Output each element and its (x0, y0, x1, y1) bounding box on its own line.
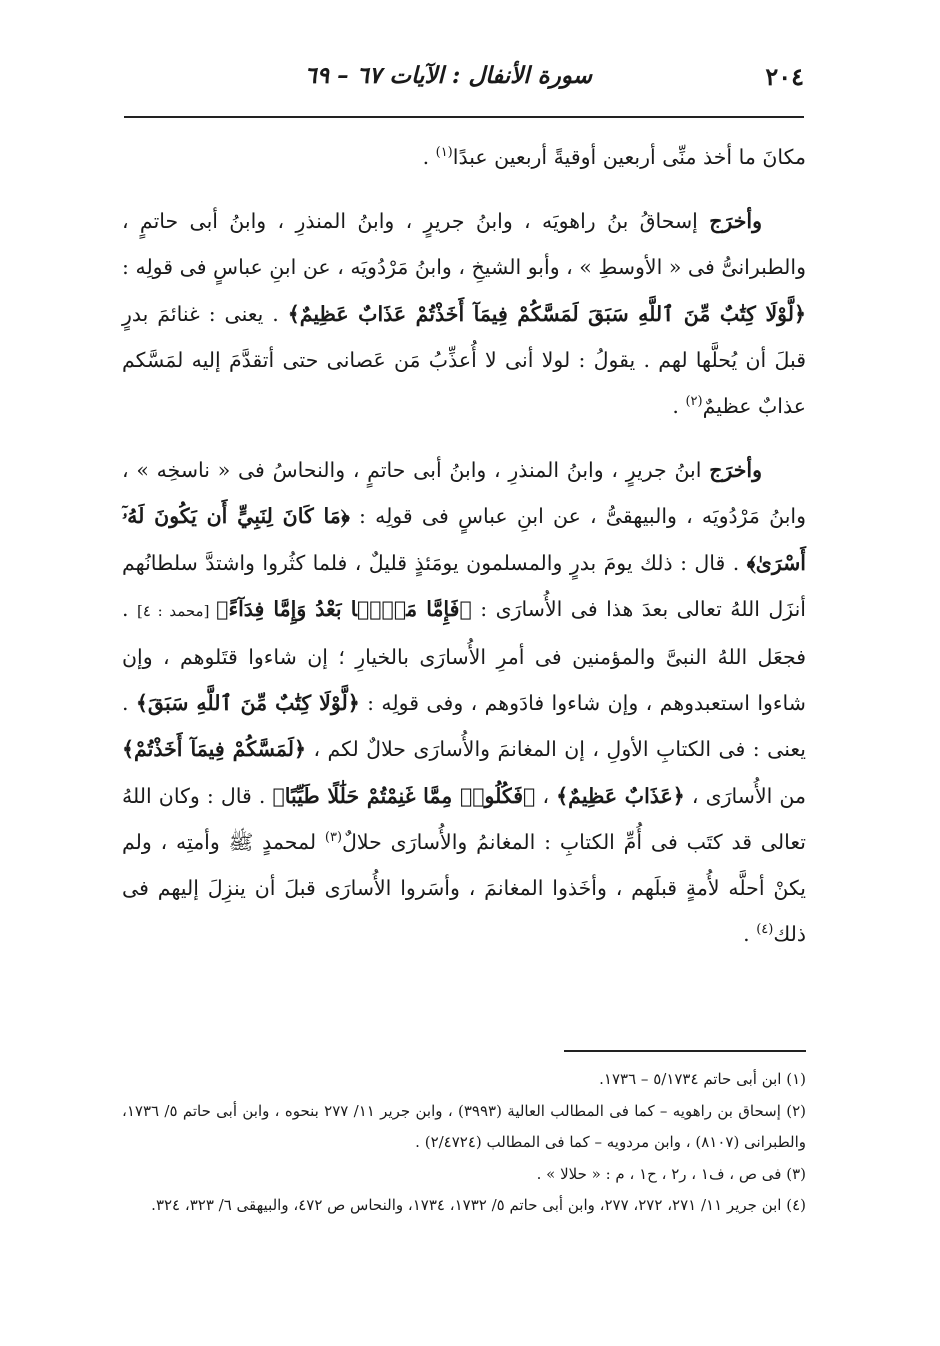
footnotes (122, 1064, 806, 1222)
paragraph-text: . يعنى : غنائمَ بدرٍ قبلَ أن يُحلَّها لهم . يقولُ : لولا أنى لا أُعذِّبُ مَن عَصانى حتى أتقدَّمَ إليه لمَسَّكم عذابٌ عظيمٌ (122, 301, 806, 419)
paragraph-text: ابنُ جريرٍ ، وابنُ المنذرِ ، وابنُ أبى حاتمٍ ، والنحاسُ فى « ناسخِه » ، وابنُ مَرْدُويَه ، والبيهقىُّ ، عن ابنِ عباسٍ فى قولِه : (122, 458, 806, 529)
paragraph-text: . يعنى : فى الكتابِ الأولِ ، إن المغانمَ والأُسارَى حلالٌ لكم ، (122, 691, 806, 762)
paragraph-3 (122, 447, 806, 957)
paragraph-end: . (743, 922, 757, 947)
running-title: سورة الأنفال : الآيات ٦٧ – ٦٩ (304, 62, 592, 89)
paragraph-text: مكانَ ما أخذ منِّى أربعين أوقيةً أربعين عبدًا (452, 145, 806, 169)
footnote-marker: (٤) (756, 922, 774, 938)
footnote-rule (564, 1050, 806, 1052)
header-rule (124, 116, 804, 118)
paragraph-end: . (672, 394, 686, 419)
page-header (124, 52, 804, 114)
paragraph-text: من الأُسارَى ، (684, 783, 807, 808)
quran-verse: ﴿مَا كَانَ لِنَبِيٍّ أَن يَكُونَ لَهُۥٓ أَسْرَىٰ﴾ (122, 504, 806, 575)
lead-word: وأخرَج (709, 458, 762, 483)
footnote-3: (٣) فى ص ، ف١ ، ر٢ ، ح١ ، م : « حلالا » . (536, 1164, 806, 1183)
quran-verse: ﴿لَمَسَّكُمْ فِيمَآ أَخَذْتُمْ﴾ (122, 737, 307, 762)
page-number: ٢٠٤ (765, 62, 804, 91)
lead-word: وأخرَج (709, 209, 762, 234)
quran-verse: ﴿عَذَابٌ عَظِيمٌ﴾ (556, 783, 685, 808)
paragraph-text: . قال : ذلك يومَ بدرٍ والمسلمون يومَئذٍ قليلٌ ، فلما كثُروا واشتدَّ سلطانُهم أنزَل اللهُ تعالى بعدَ هذا فى الأُسارَى : (122, 550, 806, 621)
paragraph-end: . (422, 145, 436, 169)
main-text (122, 134, 806, 957)
footnote-marker: (٢) (685, 394, 703, 410)
surah-citation: [محمد : ٤] (136, 601, 217, 620)
paragraph-text: ، (535, 783, 557, 808)
footnote-1: (١) ابن أبى حاتم ٥/١٧٣٤ – ١٧٣٦. (599, 1070, 806, 1088)
footnote-4: (٤) ابن جرير ١١/ ٢٧١، ٢٧٢، ٢٧٧، وابن أبى حاتم ٥/ ١٧٣٢، ١٧٣٤، والنحاس ص ٤٧٢، والبيهقى ٦/ ٣٢٣، ٣٢٤. (151, 1196, 806, 1214)
footnote-marker: (١) (435, 145, 453, 161)
quran-verse: ﴿لَّوْلَا كِتَٰبٌ مِّنَ ٱللَّهِ سَبَقَ لَمَسَّكُمْ فِيمَآ أَخَذْتُمْ عَذَابٌ عَظِيمٌ﴾ (287, 301, 806, 326)
paragraph-text: لمحمدٍ ﷺ وأمتِه ، ولم يكنْ أحلَّه لأُمةٍ قبلَهم ، وأخَذوا المغانمَ ، وأسَروا الأُسارَى قبلَ أن ينزِلَ إليهم فى ذلك (122, 829, 806, 947)
paragraph-1 (122, 134, 806, 180)
paragraph-text: . قال : وكان اللهُ تعالى قد كتَب فى أُمِّ الكتابِ : المغانمُ والأُسارَى حلالٌ (122, 783, 806, 854)
quran-verse: ﴿فَكُلُوا۟ مِمَّا غَنِمْتُمْ حَلَٰلًا طَيِّبًا﴾ (272, 783, 536, 808)
footnote-marker: (٣) (324, 830, 343, 846)
footnote-2: (٢) إسحاق بن راهويه – كما فى المطالب العالية (٣٩٩٣) ، وابن جرير ١١/ ٢٧٧ بنحوه ، وابن أبى حاتم ٥/ ١٧٣٦، والطبرانى (٨١٠٧) ، وابن مردويه – كما فى المطالب (٢/٤٧٢٤) . (122, 1101, 807, 1151)
paragraph-text: . فجعَل اللهُ النبىَّ والمؤمنين فى أمرِ الأُسارَى بالخيارِ ؛ إن شاءوا قتَلوهم ، وإن شاءوا استعبدوهم ، وإن شاءوا فادَوهم ، وفى قولِه : (122, 596, 806, 716)
paragraph-2 (122, 198, 806, 429)
paragraph-text: إسحاقُ بنُ راهويَه ، وابنُ جريرٍ ، وابنُ المنذرِ ، وابنُ أبى حاتمٍ ، والطبرانىُّ فى « الأوسطِ » ، وأبو الشيخِ ، وابنُ مَرْدُويَه ، عن ابنِ عباسٍ فى قولِه : (122, 209, 806, 280)
quran-verse: ﴿لَّوْلَا كِتَٰبٌ مِّنَ ٱللَّهِ سَبَقَ﴾ (135, 691, 360, 716)
quran-verse: ﴿فَإِمَّا مَنًّۢا بَعْدُ وَإِمَّا فِدَآءً﴾ (216, 596, 472, 621)
